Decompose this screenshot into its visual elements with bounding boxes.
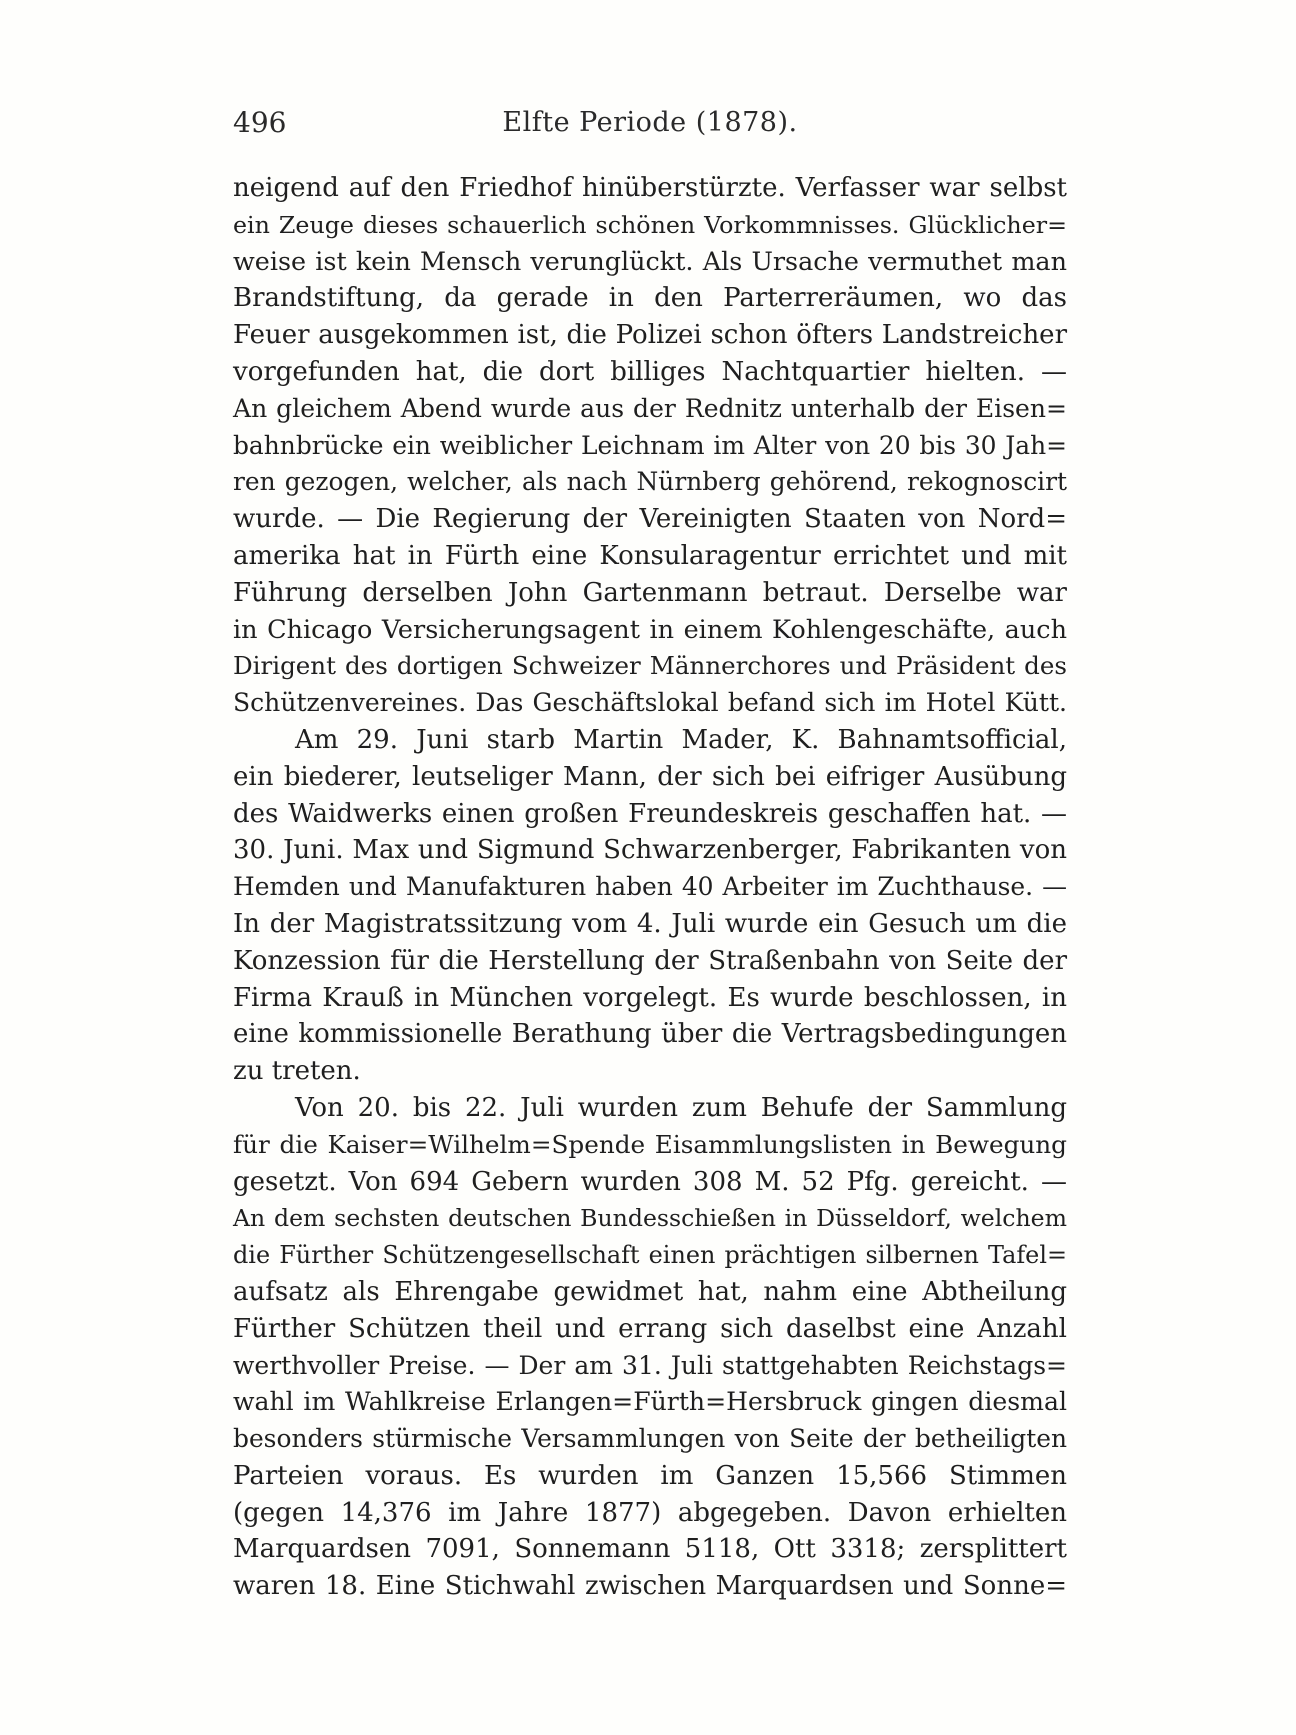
text-line: des Waidwerks einen großen Freundeskreis geschaffen hat. —	[233, 798, 1067, 829]
text-line: Dirigent des dortigen Schweizer Männerchores und Präsident des	[233, 651, 1067, 681]
text-line: aufsatz als Ehrengabe gewidmet hat, nahm eine Abtheilung	[233, 1276, 1067, 1307]
text-line: Schützenvereines. Das Geschäftslokal befand sich im Hotel Kütt.	[233, 688, 1067, 718]
text-line: für die Kaiser=Wilhelm=Spende Eisammlungslisten in Bewegung	[233, 1129, 1067, 1159]
text-line: weise ist kein Mensch verunglückt. Als Ursache vermuthet man	[233, 246, 1067, 277]
text-line: besonders stürmische Versammlungen von Seite der betheiligten	[233, 1424, 1067, 1454]
text-line: Konzession für die Herstellung der Straßenbahn von Seite der	[233, 945, 1067, 976]
text-line: Hemden und Manufakturen haben 40 Arbeiter im Zuchthause. —	[233, 872, 1067, 902]
text-line: Marquardsen 7091, Sonnemann 5118, Ott 3318; zersplittert	[233, 1534, 1067, 1565]
text-line: ren gezogen, welcher, als nach Nürnberg gehörend, rekognoscirt	[233, 467, 1067, 497]
text-line: eine kommissionelle Berathung über die Vertragsbedingungen	[233, 1019, 1067, 1050]
text-line: An gleichem Abend wurde aus der Rednitz unterhalb der Eisen=	[233, 393, 1067, 423]
text-line: Firma Krauß in München vorgelegt. Es wurde beschlossen, in	[233, 982, 1067, 1013]
text-line: Parteien voraus. Es wurden im Ganzen 15,566 Stimmen	[233, 1460, 1067, 1491]
text-line: (gegen 14,376 im Jahre 1877) abgegeben. Davon erhielten	[233, 1497, 1067, 1528]
text-line: bahnbrücke ein weiblicher Leichnam im Alter von 20 bis 30 Jah=	[233, 430, 1067, 460]
text-line: Führung derselben John Gartenmann betraut. Derselbe war	[233, 577, 1067, 608]
text-line: ein Zeuge dieses schauerlich schönen Vorkommnisses. Glücklicher=	[233, 210, 1067, 239]
text-line: gesetzt. Von 694 Gebern wurden 308 M. 52 Pfg. gereicht. —	[233, 1166, 1067, 1197]
text-line: Brandstiftung, da gerade in den Parterreräumen, wo das	[233, 283, 1067, 314]
text-line: Am 29. Juni starb Martin Mader, K. Bahnamtsofficial,	[295, 724, 1067, 755]
page-number: 496	[233, 106, 287, 139]
body-text	[233, 170, 1067, 1605]
text-line: Von 20. bis 22. Juli wurden zum Behufe der Sammlung	[295, 1092, 1067, 1123]
text-line: vorgefunden hat, die dort billiges Nachtquartier hielten. —	[233, 356, 1067, 387]
text-line: wurde. — Die Regierung der Vereinigten Staaten von Nord=	[233, 504, 1067, 535]
text-line: Fürther Schützen theil und errang sich daselbst eine Anzahl	[233, 1313, 1067, 1344]
text-line: In der Magistratssitzung vom 4. Juli wurde ein Gesuch um die	[233, 908, 1067, 939]
text-line: ein biederer, leutseliger Mann, der sich bei eifriger Ausübung	[233, 761, 1067, 792]
text-line: amerika hat in Fürth eine Konsularagentur errichtet und mit	[233, 540, 1067, 571]
text-line: werthvoller Preise. — Der am 31. Juli stattgehabten Reichstags=	[233, 1350, 1067, 1380]
text-line: wahl im Wahlkreise Erlangen=Fürth=Hersbruck gingen diesmal	[233, 1387, 1067, 1417]
text-line: in Chicago Versicherungsagent in einem Kohlengeschäfte, auch	[233, 614, 1067, 645]
text-line: die Fürther Schützengesellschaft einen prächtigen silbernen Tafel=	[233, 1241, 1067, 1270]
running-head: Elfte Periode (1878).	[502, 107, 798, 138]
text-line: An dem sechsten deutschen Bundesschießen in Düsseldorf, welchem	[233, 1204, 1067, 1233]
text-line: 30. Juni. Max und Sigmund Schwarzenberger, Fabrikanten von	[233, 835, 1067, 866]
text-line: Feuer ausgekommen ist, die Polizei schon öfters Landstreicher	[233, 320, 1067, 351]
text-line: waren 18. Eine Stichwahl zwischen Marquardsen und Sonne=	[233, 1571, 1067, 1602]
text-line: zu treten.	[233, 1056, 361, 1087]
page-header	[233, 103, 1067, 143]
text-line: neigend auf den Friedhof hinüberstürzte. Verfasser war selbst	[233, 173, 1067, 203]
